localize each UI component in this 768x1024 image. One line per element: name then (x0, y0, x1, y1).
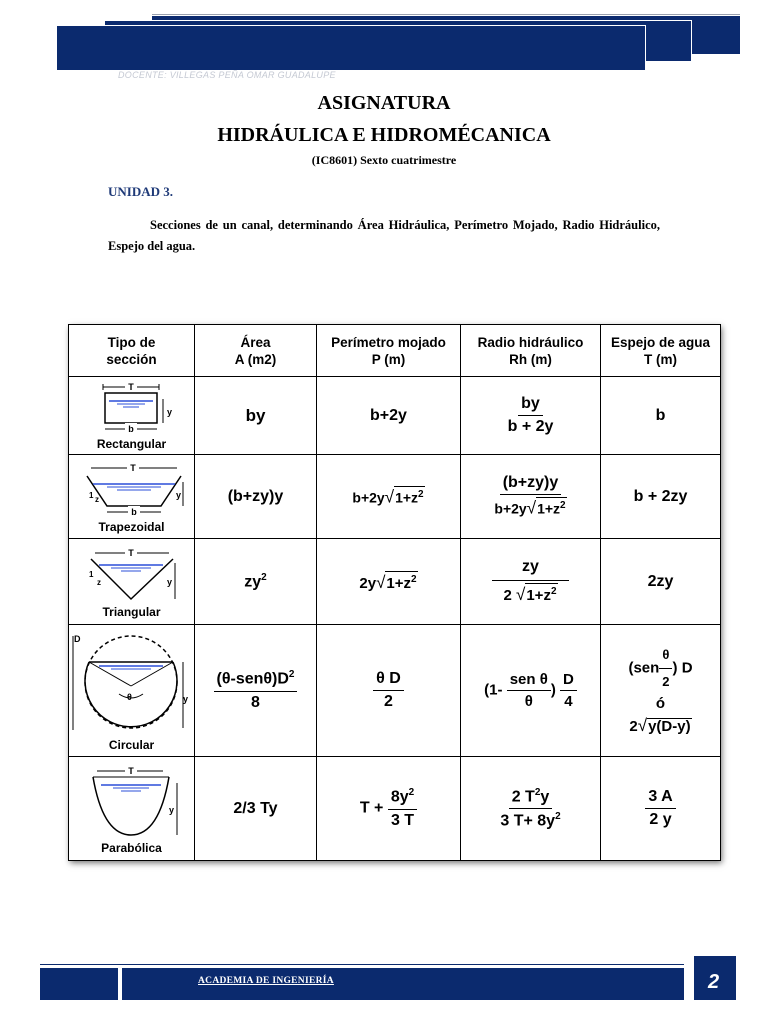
header-tipo: Tipo de sección (69, 325, 195, 377)
circ-espejo: (sen $\frac{\theta}{2}$ ) D ó 2√y(D-y) (601, 625, 721, 757)
parabolica-section-cell (69, 757, 195, 861)
para-T-label: T (127, 765, 134, 776)
footer-rule (40, 964, 684, 965)
tri-radio: $\frac{zy}{2 √1+z^2}$ (461, 539, 601, 625)
trap-T-label: T (129, 462, 136, 473)
trapezoidal-label: Trapezoidal (98, 519, 165, 534)
table-header-row (69, 325, 721, 377)
trap-1-label: 1 (88, 490, 93, 500)
row-trapezoidal (69, 455, 721, 539)
rect-y-label: y (166, 406, 172, 417)
circ-area: $\frac{(\theta-sen\theta)D^2}{8}$ (195, 625, 317, 757)
trapezoidal-section-diagram (77, 460, 187, 522)
trapezoidal-section-cell (69, 455, 195, 539)
header-bar-front (56, 25, 646, 71)
parabolica-section-diagram (77, 763, 187, 843)
rect-espejo: b (601, 377, 721, 455)
para-y-label: y (168, 804, 174, 815)
tri-y-label: y (166, 576, 172, 587)
course-code: (IC8601) Sexto cuatrimestre (311, 153, 457, 167)
header-perimetro: Perímetro mojado P (m) (317, 325, 461, 377)
para-radio: $\frac{2 T^2y}{3 T+ 8y^2}$ (461, 757, 601, 861)
circular-section-diagram (71, 630, 193, 740)
rectangular-section-cell (69, 377, 195, 455)
course-title: ASIGNATURA (317, 92, 451, 114)
tri-1-label: 1 (88, 569, 93, 579)
circ-radio: (1- $\frac{\text{sen θ}}{\theta}$ ) $\frac{D}{4}$ (461, 625, 601, 757)
trap-espejo: b + 2zy (601, 455, 721, 539)
tri-T-label: T (127, 547, 134, 558)
rectangular-section-diagram (77, 381, 187, 439)
rectangular-label: Rectangular (96, 436, 167, 451)
rect-perimetro: b+2y (317, 377, 461, 455)
header-rule (152, 14, 740, 15)
circ-D-label: D (73, 633, 80, 644)
rect-radio: $\frac{by}{b + 2y}$ (461, 377, 601, 455)
tri-espejo: 2zy (601, 539, 721, 625)
footer-bar-left (40, 968, 118, 1000)
trap-perimetro: $b+2y√1+z^2$ (317, 455, 461, 539)
trap-b-label: b (130, 506, 137, 517)
circular-label: Circular (108, 737, 155, 752)
header-radio: Radio hidráulico Rh (m) (461, 325, 601, 377)
trap-area: (b+zy)y (195, 455, 317, 539)
rect-b-label: b (127, 423, 134, 434)
footer-academy: ACADEMIA DE INGENIERÍA (198, 976, 334, 986)
docente-watermark: DOCENTE: VILLEGAS PEÑA OMAR GUADALUPE (118, 70, 336, 80)
tri-area: $zy^2$ (195, 539, 317, 625)
circ-perimetro: $\frac{\text{θ D}}{2}$ (317, 625, 461, 757)
course-name: HIDRÁULICA E HIDROMÉCANICA (217, 124, 551, 146)
tri-perimetro: $2y√1+z^2$ (317, 539, 461, 625)
row-rectangular (69, 377, 721, 455)
intro-paragraph: Secciones de un canal, determinando Área Hidráulica, Perímetro Mojado, Radio Hidráulico, Espejo del agua. (108, 218, 660, 253)
row-circular (69, 625, 721, 757)
triangular-section-diagram (77, 545, 187, 607)
para-area: 2/3 Ty (195, 757, 317, 861)
unit-heading: UNIDAD 3. (108, 184, 173, 199)
trap-radio: $\frac{(b+zy)y}{b+2y√1+z^2}$ (461, 455, 601, 539)
parabolica-label: Parabólica (101, 840, 162, 855)
triangular-label: Triangular (102, 604, 161, 619)
rect-T-label: T (127, 381, 134, 392)
circular-section-cell (69, 625, 195, 757)
trap-y-label: y (175, 489, 181, 500)
triangular-section-cell (69, 539, 195, 625)
rect-area: by (195, 377, 317, 455)
trap-z-label: z (94, 494, 99, 504)
para-espejo: $\frac{3 A}{2 y}$ (601, 757, 721, 861)
row-triangular (69, 539, 721, 625)
row-parabolica (69, 757, 721, 861)
header-area: Área A (m2) (195, 325, 317, 377)
channel-sections-table (68, 324, 720, 860)
circ-theta-label: θ (126, 691, 132, 702)
tri-z-label: z (96, 577, 101, 587)
page-number: 2 (708, 971, 720, 993)
header-espejo: Espejo de agua T (m) (601, 325, 721, 377)
circ-y-label: y (182, 693, 188, 704)
para-perimetro: T + $\frac{8y^2}{3 T}$ (317, 757, 461, 861)
